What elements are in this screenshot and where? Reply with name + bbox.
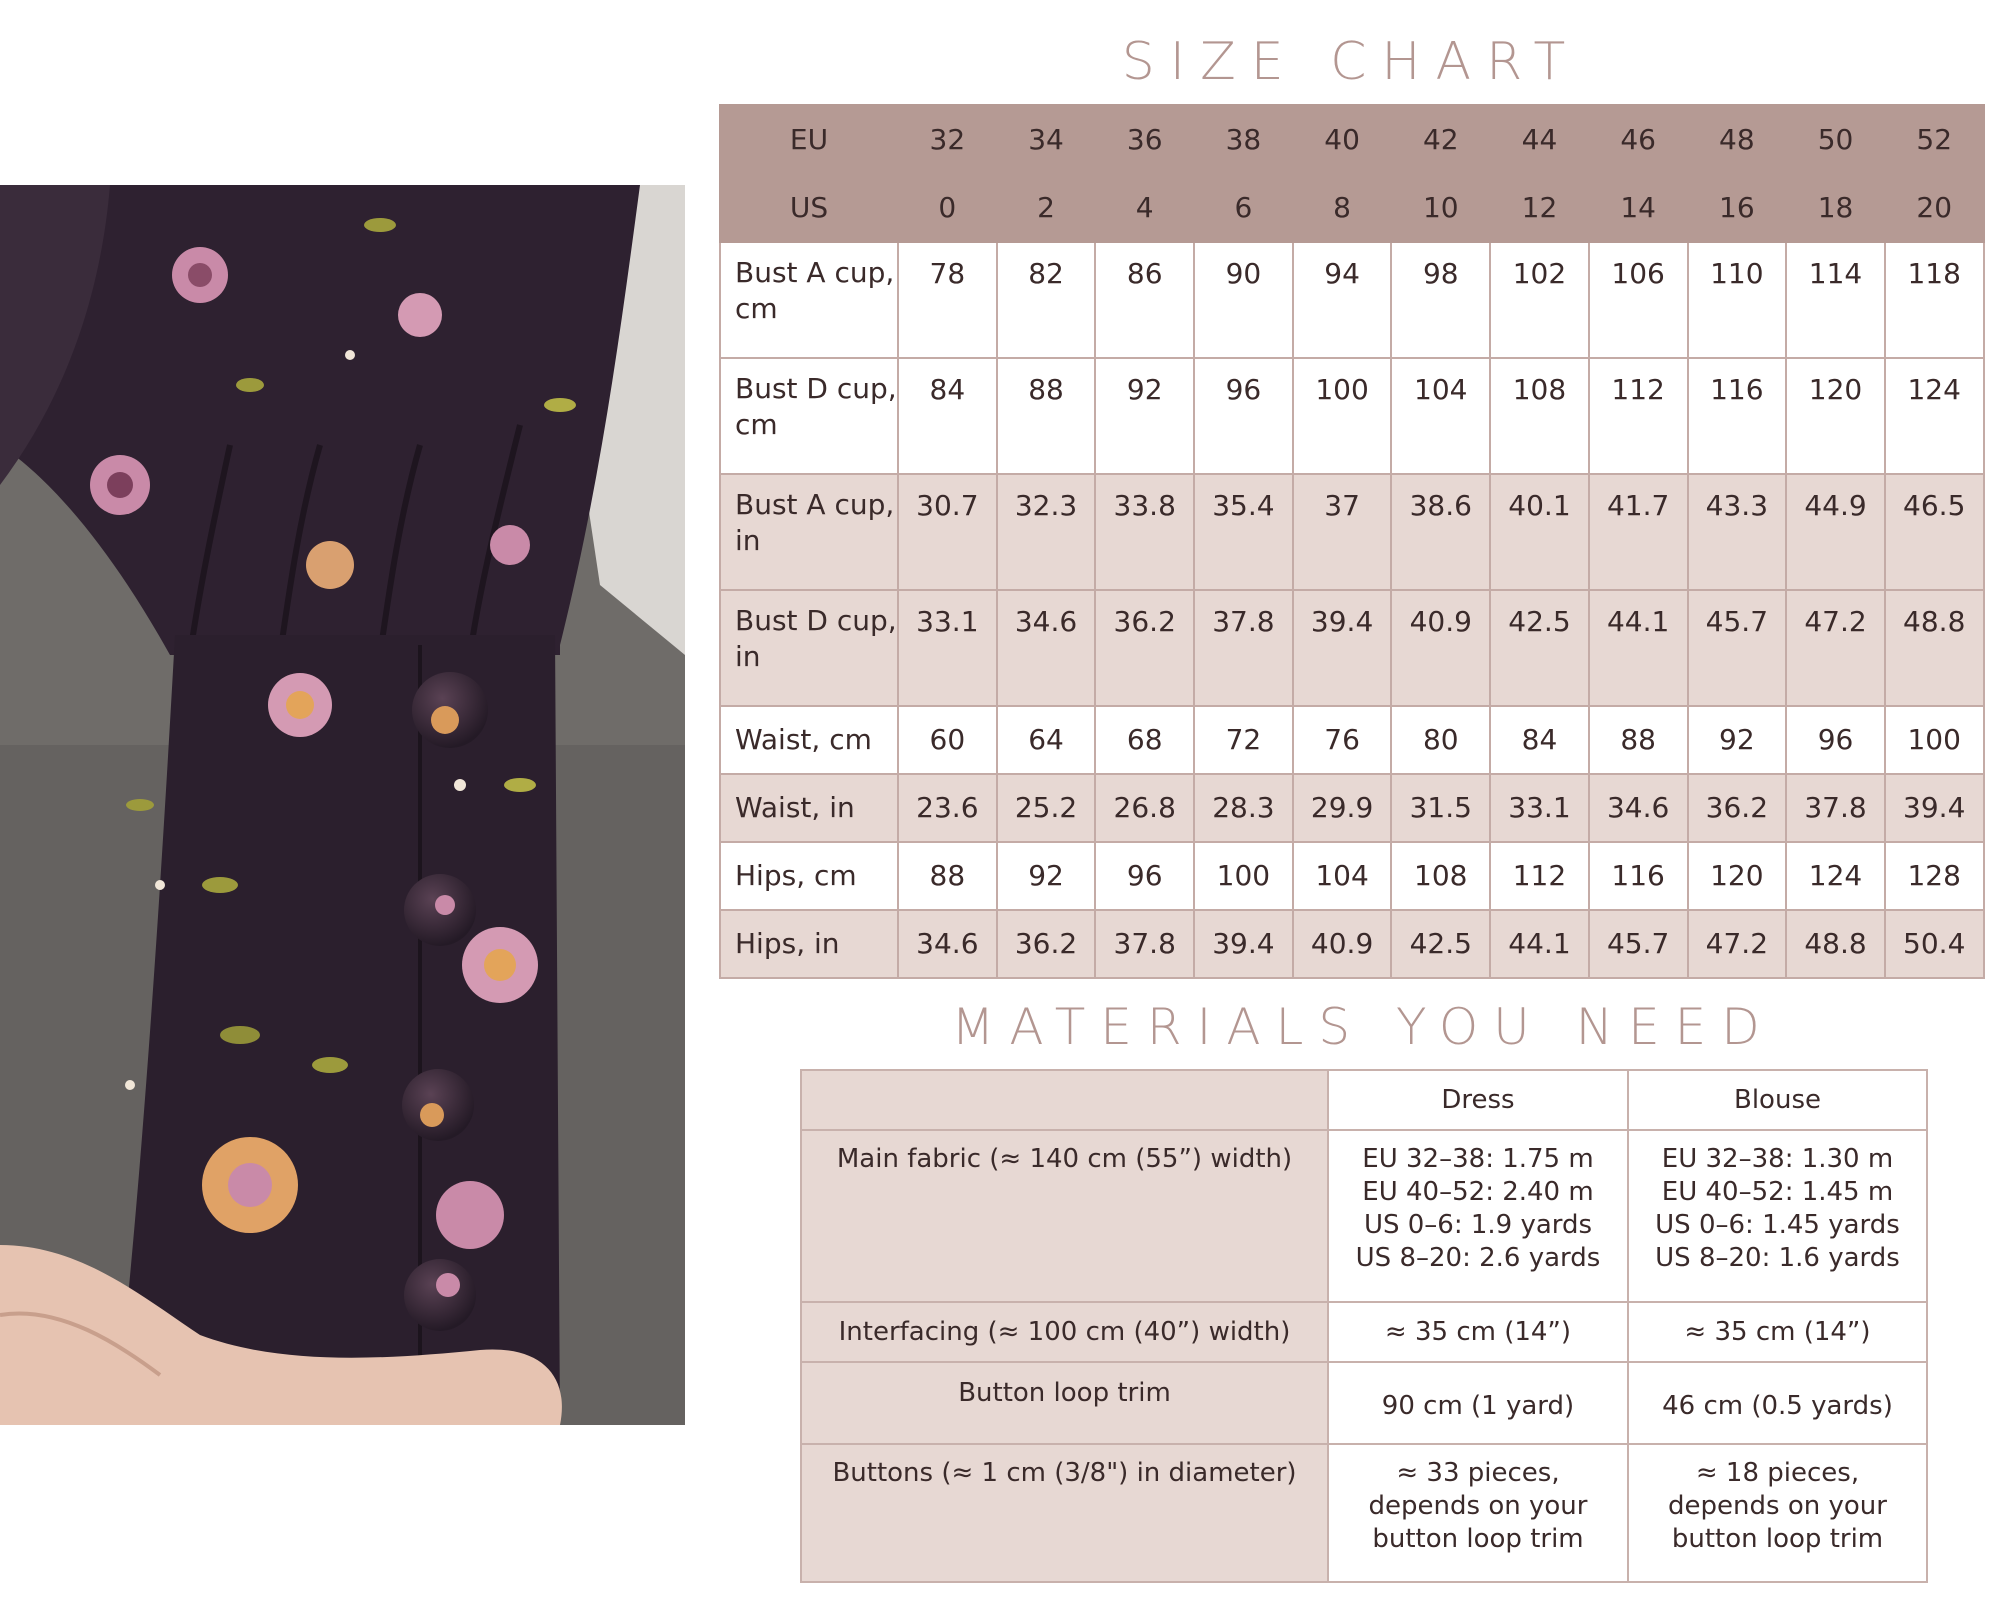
size-cell: 35.4	[1194, 474, 1293, 590]
label-line: Bust A	[735, 256, 826, 289]
materials-header-row	[801, 1070, 1927, 1130]
size-cell: 34	[997, 105, 1096, 174]
size-cell: 102	[1490, 242, 1589, 358]
size-row-bust-d-cm	[720, 358, 1984, 474]
size-cell: 98	[1391, 242, 1490, 358]
value-line: ≈ 18 pieces,	[1695, 1458, 1860, 1488]
value-line: EU 40–52: 1.45 m	[1661, 1177, 1894, 1207]
materials-row-interfacing	[801, 1302, 1927, 1362]
materials-table	[800, 1069, 1928, 1583]
size-cell: 90	[1194, 242, 1293, 358]
size-cell: 38.6	[1391, 474, 1490, 590]
size-cell: 30.7	[898, 474, 997, 590]
value-line: US 0–6: 1.45 yards	[1655, 1210, 1900, 1240]
size-cell: 8	[1293, 174, 1392, 242]
size-cell: 104	[1293, 842, 1392, 910]
value-line: button loop trim	[1671, 1524, 1884, 1554]
size-cell: 0	[898, 174, 997, 242]
materials-row-label: Main fabric (≈ 140 cm (55”) width)	[801, 1130, 1328, 1302]
size-cell: 39.4	[1194, 910, 1293, 978]
size-cell: 34.6	[1589, 774, 1688, 842]
size-cell: 108	[1490, 358, 1589, 474]
size-row-eu	[720, 105, 1984, 174]
size-cell: 116	[1589, 842, 1688, 910]
size-cell: 36.2	[1688, 774, 1787, 842]
size-row-hips-in	[720, 910, 1984, 978]
size-cell: 34.6	[898, 910, 997, 978]
size-row-label: Waist, cm	[720, 706, 898, 774]
size-cell: 88	[1589, 706, 1688, 774]
label-line: cup, cm	[735, 256, 895, 325]
size-cell: 38	[1194, 105, 1293, 174]
size-cell: 10	[1391, 174, 1490, 242]
size-cell: 2	[997, 174, 1096, 242]
size-row-waist-cm	[720, 706, 1984, 774]
size-cell: 76	[1293, 706, 1392, 774]
blouse-value: ≈ 35 cm (14”)	[1628, 1302, 1927, 1362]
size-row-bust-d-in	[720, 590, 1984, 706]
size-cell: 92	[1688, 706, 1787, 774]
size-cell: 34.6	[997, 590, 1096, 706]
size-row-label	[720, 358, 898, 474]
size-cell: 112	[1490, 842, 1589, 910]
size-cell: 44.1	[1490, 910, 1589, 978]
size-cell: 33.1	[898, 590, 997, 706]
size-row-waist-in	[720, 774, 1984, 842]
label-line: cup, cm	[735, 372, 897, 441]
value-line: ≈ 33 pieces,	[1396, 1458, 1560, 1488]
size-cell: 92	[997, 842, 1096, 910]
product-photo-sleeve-cuff	[0, 185, 685, 1425]
size-cell: 64	[997, 706, 1096, 774]
size-cell: 96	[1095, 842, 1194, 910]
size-cell: 6	[1194, 174, 1293, 242]
size-cell: 32.3	[997, 474, 1096, 590]
value-line: US 8–20: 1.6 yards	[1655, 1243, 1900, 1273]
size-cell: 110	[1688, 242, 1787, 358]
materials-row-label: Button loop trim	[801, 1362, 1328, 1444]
size-cell: 42.5	[1490, 590, 1589, 706]
size-cell: 46.5	[1885, 474, 1984, 590]
size-row-us	[720, 174, 1984, 242]
value-line: US 8–20: 2.6 yards	[1355, 1243, 1601, 1273]
value-line: EU 40–52: 2.40 m	[1362, 1177, 1594, 1207]
size-cell: 88	[898, 842, 997, 910]
label-line: Bust D	[735, 604, 828, 637]
dress-value: ≈ 35 cm (14”)	[1328, 1302, 1628, 1362]
size-cell: 16	[1688, 174, 1787, 242]
blouse-value	[1628, 1130, 1927, 1302]
value-line: depends on your	[1368, 1491, 1588, 1521]
size-cell: 39.4	[1885, 774, 1984, 842]
size-cell: 120	[1786, 358, 1885, 474]
size-cell: 40.1	[1490, 474, 1589, 590]
size-row-hips-cm	[720, 842, 1984, 910]
size-cell: 47.2	[1786, 590, 1885, 706]
size-cell: 68	[1095, 706, 1194, 774]
size-cell: 37.8	[1786, 774, 1885, 842]
size-row-label: Hips, in	[720, 910, 898, 978]
value-line: EU 32–38: 1.75 m	[1362, 1144, 1594, 1174]
size-cell: 72	[1194, 706, 1293, 774]
size-cell: 118	[1885, 242, 1984, 358]
size-cell: 46	[1589, 105, 1688, 174]
size-cell: 33.8	[1095, 474, 1194, 590]
size-row-bust-a-cm	[720, 242, 1984, 358]
size-cell: 104	[1391, 358, 1490, 474]
dress-value	[1328, 1130, 1628, 1302]
value-line: EU 32–38: 1.30 m	[1661, 1144, 1894, 1174]
size-cell: 14	[1589, 174, 1688, 242]
size-cell: 100	[1194, 842, 1293, 910]
size-cell: 32	[898, 105, 997, 174]
size-row-label	[720, 242, 898, 358]
size-cell: 23.6	[898, 774, 997, 842]
size-cell: 44.1	[1589, 590, 1688, 706]
size-cell: 37.8	[1194, 590, 1293, 706]
size-cell: 116	[1688, 358, 1787, 474]
size-cell: 120	[1688, 842, 1787, 910]
size-cell: 84	[898, 358, 997, 474]
size-cell: 78	[898, 242, 997, 358]
size-cell: 94	[1293, 242, 1392, 358]
size-cell: 48.8	[1885, 590, 1984, 706]
materials-row-buttons	[801, 1444, 1927, 1582]
size-cell: 42	[1391, 105, 1490, 174]
materials-row-button-loop-trim	[801, 1362, 1927, 1444]
size-row-label: US	[720, 174, 898, 242]
size-cell: 88	[997, 358, 1096, 474]
size-cell: 40	[1293, 105, 1392, 174]
size-cell: 60	[898, 706, 997, 774]
size-row-label: EU	[720, 105, 898, 174]
size-cell: 28.3	[1194, 774, 1293, 842]
size-cell: 50	[1786, 105, 1885, 174]
size-cell: 18	[1786, 174, 1885, 242]
materials-row-label: Interfacing (≈ 100 cm (40”) width)	[801, 1302, 1328, 1362]
size-cell: 47.2	[1688, 910, 1787, 978]
materials-corner-cell	[801, 1070, 1328, 1130]
size-row-label	[720, 590, 898, 706]
size-cell: 124	[1885, 358, 1984, 474]
size-cell: 96	[1786, 706, 1885, 774]
label-line: Bust A	[735, 488, 826, 521]
size-row-label	[720, 474, 898, 590]
size-cell: 82	[997, 242, 1096, 358]
size-cell: 36.2	[997, 910, 1096, 978]
size-cell: 45.7	[1589, 910, 1688, 978]
size-cell: 84	[1490, 706, 1589, 774]
size-cell: 43.3	[1688, 474, 1787, 590]
size-cell: 100	[1293, 358, 1392, 474]
size-row-label: Hips, cm	[720, 842, 898, 910]
column-header-dress: Dress	[1328, 1070, 1628, 1130]
size-cell: 12	[1490, 174, 1589, 242]
size-cell: 39.4	[1293, 590, 1392, 706]
size-cell: 33.1	[1490, 774, 1589, 842]
size-cell: 25.2	[997, 774, 1096, 842]
value-line: depends on your	[1668, 1491, 1887, 1521]
size-cell: 114	[1786, 242, 1885, 358]
value-line: US 0–6: 1.9 yards	[1363, 1210, 1593, 1240]
size-cell: 86	[1095, 242, 1194, 358]
size-cell: 36.2	[1095, 590, 1194, 706]
blouse-value: 46 cm (0.5 yards)	[1628, 1362, 1927, 1444]
size-cell: 20	[1885, 174, 1984, 242]
dress-value: 90 cm (1 yard)	[1328, 1362, 1628, 1444]
size-cell: 40.9	[1293, 910, 1392, 978]
size-cell: 36	[1095, 105, 1194, 174]
size-cell: 29.9	[1293, 774, 1392, 842]
blouse-value	[1628, 1444, 1927, 1582]
size-cell: 44.9	[1786, 474, 1885, 590]
size-cell: 100	[1885, 706, 1984, 774]
size-cell: 40.9	[1391, 590, 1490, 706]
size-row-bust-a-in	[720, 474, 1984, 590]
label-line: cup, in	[735, 488, 895, 557]
size-chart-title: SIZE CHART	[1121, 32, 1581, 92]
label-line: Bust D	[735, 372, 828, 405]
size-row-label: Waist, in	[720, 774, 898, 842]
size-cell: 41.7	[1589, 474, 1688, 590]
label-line: cup, in	[735, 604, 897, 673]
size-chart-table	[719, 104, 1985, 979]
value-line: button loop trim	[1372, 1524, 1584, 1554]
size-cell: 48.8	[1786, 910, 1885, 978]
size-cell: 31.5	[1391, 774, 1490, 842]
size-cell: 112	[1589, 358, 1688, 474]
size-cell: 42.5	[1391, 910, 1490, 978]
size-cell: 37.8	[1095, 910, 1194, 978]
size-cell: 128	[1885, 842, 1984, 910]
size-cell: 106	[1589, 242, 1688, 358]
size-cell: 52	[1885, 105, 1984, 174]
materials-row-label: Buttons (≈ 1 cm (3/8") in diameter)	[801, 1444, 1328, 1582]
size-cell: 50.4	[1885, 910, 1984, 978]
size-cell: 80	[1391, 706, 1490, 774]
dress-value	[1328, 1444, 1628, 1582]
materials-title: MATERIALS YOU NEED	[951, 998, 1775, 1056]
size-cell: 45.7	[1688, 590, 1787, 706]
size-cell: 44	[1490, 105, 1589, 174]
size-cell: 37	[1293, 474, 1392, 590]
size-cell: 4	[1095, 174, 1194, 242]
column-header-blouse: Blouse	[1628, 1070, 1927, 1130]
size-cell: 92	[1095, 358, 1194, 474]
size-cell: 108	[1391, 842, 1490, 910]
size-cell: 48	[1688, 105, 1787, 174]
size-cell: 96	[1194, 358, 1293, 474]
materials-row-main-fabric	[801, 1130, 1927, 1302]
size-cell: 124	[1786, 842, 1885, 910]
size-cell: 26.8	[1095, 774, 1194, 842]
